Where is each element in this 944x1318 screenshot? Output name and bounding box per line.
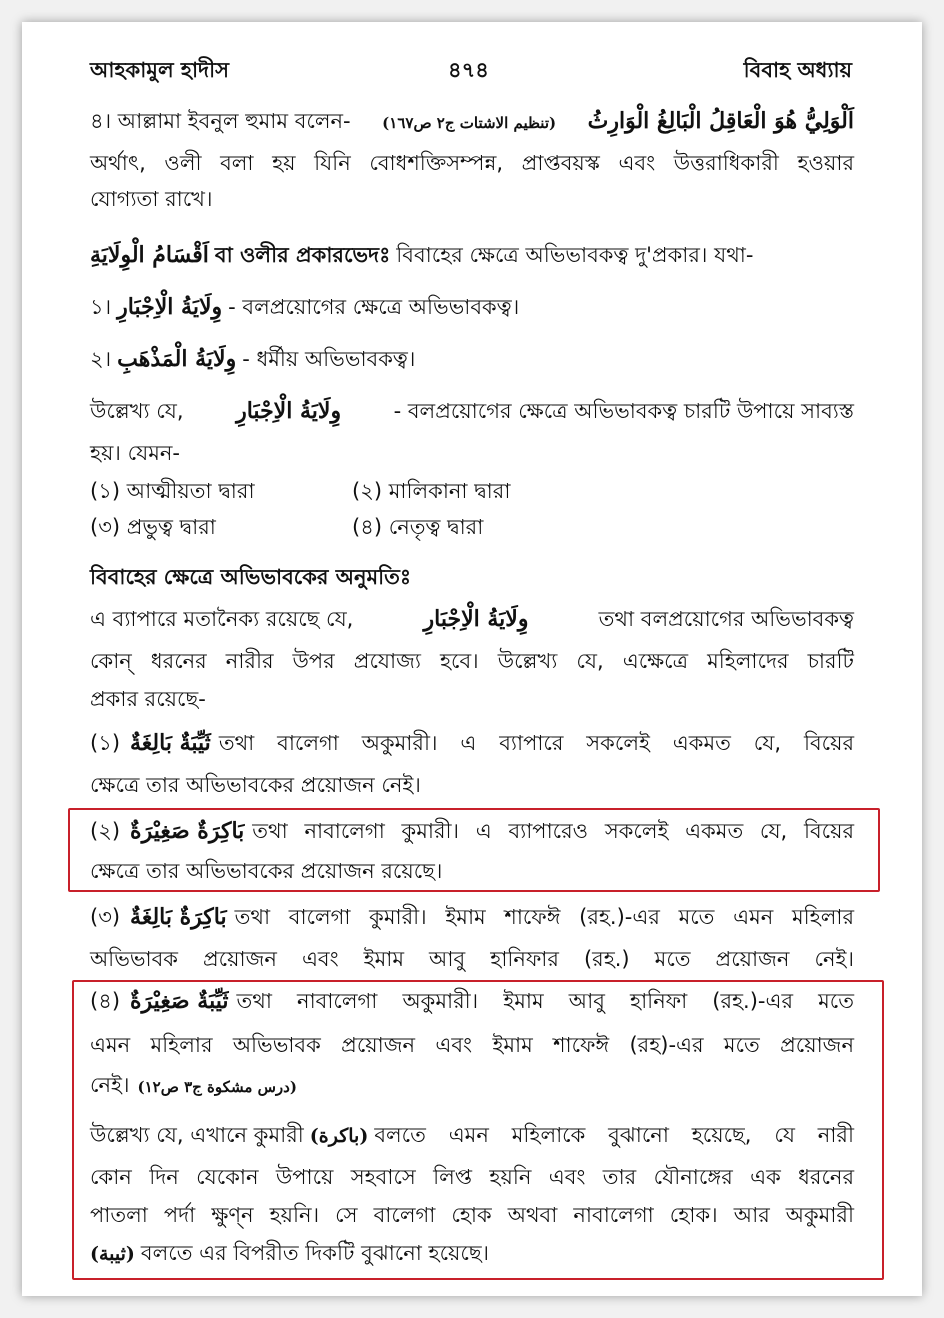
types-heading: বা ওলীর প্রকারভেদঃ bbox=[214, 243, 391, 267]
note-lead: উল্লেখ্য যে, bbox=[90, 399, 184, 423]
permission-heading: বিবাহের ক্ষেত্রে অভিভাবকের অনুমতিঃ bbox=[90, 565, 412, 589]
type-item-2-arabic: وِلَايَةُ الْمَذْهَبِ bbox=[117, 346, 237, 372]
case-4-reference: (درس مشكوة ج٣ ص١٢) bbox=[137, 1078, 297, 1096]
point-4-line-2: অর্থাৎ, ওলী বলা হয় যিনি বোধশক্তিসম্পন্ন, প্রাপ্তবয়স্ক এবং উত্তরাধিকারী হওয়ার bbox=[90, 151, 854, 175]
case-1-line-1 bbox=[90, 726, 854, 760]
way-1: (১) আত্মীয়তা দ্বারা bbox=[90, 479, 255, 503]
case-4-line-1 bbox=[90, 984, 854, 1018]
note-rest: - বলপ্রয়োগের ক্ষেত্রে অভিভাবকত্ব চারটি উপায়ে সাব্যস্ত bbox=[393, 399, 854, 423]
case-1-rest: তথা বালেগা অকুমারী। এ ব্যাপারে সকলেই একমত যে, বিয়ের bbox=[218, 731, 854, 755]
case-1-line-2: ক্ষেত্রে তার অভিভাবকের প্রয়োজন নেই। bbox=[90, 773, 421, 797]
final-arabic-2: (ثيبة) bbox=[90, 1243, 135, 1265]
case-4-line-3 bbox=[90, 1068, 297, 1104]
types-rest: বিবাহের ক্ষেত্রে অভিভাবকত্ব দু'প্রকার। যথা- bbox=[396, 243, 754, 267]
running-head-left: আহকামুল হাদীস bbox=[90, 58, 229, 82]
type-item-1 bbox=[90, 290, 519, 324]
point-4-line-3: যোগ্যতা রাখে। bbox=[90, 187, 213, 211]
types-arabic: اَقْسَامُ الْوِلَايَةِ bbox=[90, 242, 209, 268]
type-item-1-number: ১। bbox=[90, 295, 112, 319]
document-page bbox=[22, 22, 922, 1296]
way-2: (২) মালিকানা দ্বারা bbox=[352, 479, 511, 503]
permission-line-2: কোন্ ধরনের নারীর উপর প্রযোজ্য হবে। উল্লেখ্য যে, এক্ষেত্রে মহিলাদের চারটি bbox=[90, 649, 854, 673]
case-4-line-3-text: নেই। bbox=[90, 1073, 130, 1097]
note-line-2: হয়। যেমন- bbox=[90, 441, 180, 465]
case-3-line-1 bbox=[90, 900, 854, 934]
way-4: (৪) নেতৃত্ব দ্বারা bbox=[352, 515, 484, 539]
permission-lead: এ ব্যাপারে মতানৈক্য রয়েছে যে, bbox=[90, 607, 354, 631]
point-4-arabic: اَلْوَلِيُّ هُوَ الْعَاقِلُ الْبَالِغُ الْوَارِثُ bbox=[587, 108, 854, 134]
permission-arabic: وِلَايَةُ الْاِجْبَارِ bbox=[423, 606, 529, 632]
final-line-4 bbox=[90, 1236, 489, 1271]
type-item-1-text: - বলপ্রয়োগের ক্ষেত্রে অভিভাবকত্ব। bbox=[228, 295, 520, 319]
permission-line-1 bbox=[90, 602, 854, 636]
note-line-1 bbox=[90, 394, 854, 428]
case-3-rest: তথা বালেগা কুমারী। ইমাম শাফেঈ (রহ.)-এর মতে এমন মহিলার bbox=[234, 905, 854, 929]
case-4-line-2: এমন মহিলার অভিভাবক প্রয়োজন এবং ইমাম শাফেঈ (রহ)-এর মতে প্রয়োজন bbox=[90, 1033, 854, 1057]
case-4-rest: তথা নাবালেগা অকুমারী। ইমাম আবু হানিফা (রহ.)-এর মতে bbox=[236, 989, 854, 1013]
case-2-arabic: بَاكِرَةٌ صَغِيْرَةٌ bbox=[130, 818, 245, 844]
type-item-2 bbox=[90, 342, 415, 376]
type-item-2-text: - ধর্মীয় অভিভাবকত্ব। bbox=[242, 347, 416, 371]
permission-line-3: প্রকার রয়েছে- bbox=[90, 687, 206, 711]
types-line bbox=[90, 238, 753, 272]
case-2-line-1 bbox=[90, 814, 854, 848]
case-2-number: (২) bbox=[90, 819, 121, 843]
final-arabic-1: (باكرة) bbox=[309, 1125, 369, 1147]
final-line-1 bbox=[90, 1118, 854, 1153]
page-number: ৪৭৪ bbox=[448, 58, 489, 82]
final-line-2: কোন দিন যেকোন উপায়ে সহবাসে লিপ্ত হয়নি এবং তার যৌনাঙ্গের এক ধরনের bbox=[90, 1165, 854, 1189]
final-rest: বলতে এমন মহিলাকে বুঝানো হয়েছে, যে নারী bbox=[374, 1123, 854, 1147]
case-2-line-2: ক্ষেত্রে তার অভিভাবকের প্রয়োজন রয়েছে। bbox=[90, 859, 443, 883]
case-4-number: (৪) bbox=[90, 989, 121, 1013]
final-line-4-text: বলতে এর বিপরীত দিকটি বুঝানো হয়েছে। bbox=[140, 1241, 490, 1265]
final-line-3: পাতলা পর্দা ক্ষুণ্ন হয়নি। সে বালেগা হোক অথবা নাবালেগা হোক। আর অকুমারী bbox=[90, 1203, 854, 1227]
way-3: (৩) প্রভুত্ব দ্বারা bbox=[90, 515, 216, 539]
case-1-arabic: ثَيِّبَةٌ بَالِغَةٌ bbox=[130, 730, 211, 756]
point-4-line-1 bbox=[90, 104, 854, 140]
case-4-arabic: ثَيِّبَةٌ صَغِيْرَةٌ bbox=[130, 988, 229, 1014]
case-3-arabic: بَاكِرَةٌ بَالِغَةٌ bbox=[130, 904, 227, 930]
running-head-right: বিবাহ অধ্যায় bbox=[743, 58, 852, 82]
permission-rest: তথা বলপ্রয়োগের অভিভাবকত্ব bbox=[598, 607, 854, 631]
point-4-reference: (تنظيم الاشتات ج٢ ص١٦٧) bbox=[382, 114, 557, 132]
type-item-2-number: ২। bbox=[90, 347, 112, 371]
case-3-number: (৩) bbox=[90, 905, 121, 929]
type-item-1-arabic: وِلَايَةُ الْاِجْبَارِ bbox=[117, 294, 223, 320]
point-4-lead: ৪। আল্লামা ইবনুল হুমাম বলেন- bbox=[90, 109, 351, 133]
case-2-rest: তথা নাবালেগা কুমারী। এ ব্যাপারেও সকলেই একমত যে, বিয়ের bbox=[252, 819, 854, 843]
case-3-line-2: অভিভাবক প্রয়োজন এবং ইমাম আবু হানিফার (রহ.) মতে প্রয়োজন নেই। bbox=[90, 947, 854, 971]
final-lead: উল্লেখ্য যে, এখানে কুমারী bbox=[90, 1123, 304, 1147]
case-1-number: (১) bbox=[90, 731, 121, 755]
note-arabic: وِلَايَةُ الْاِجْبَارِ bbox=[236, 398, 342, 424]
